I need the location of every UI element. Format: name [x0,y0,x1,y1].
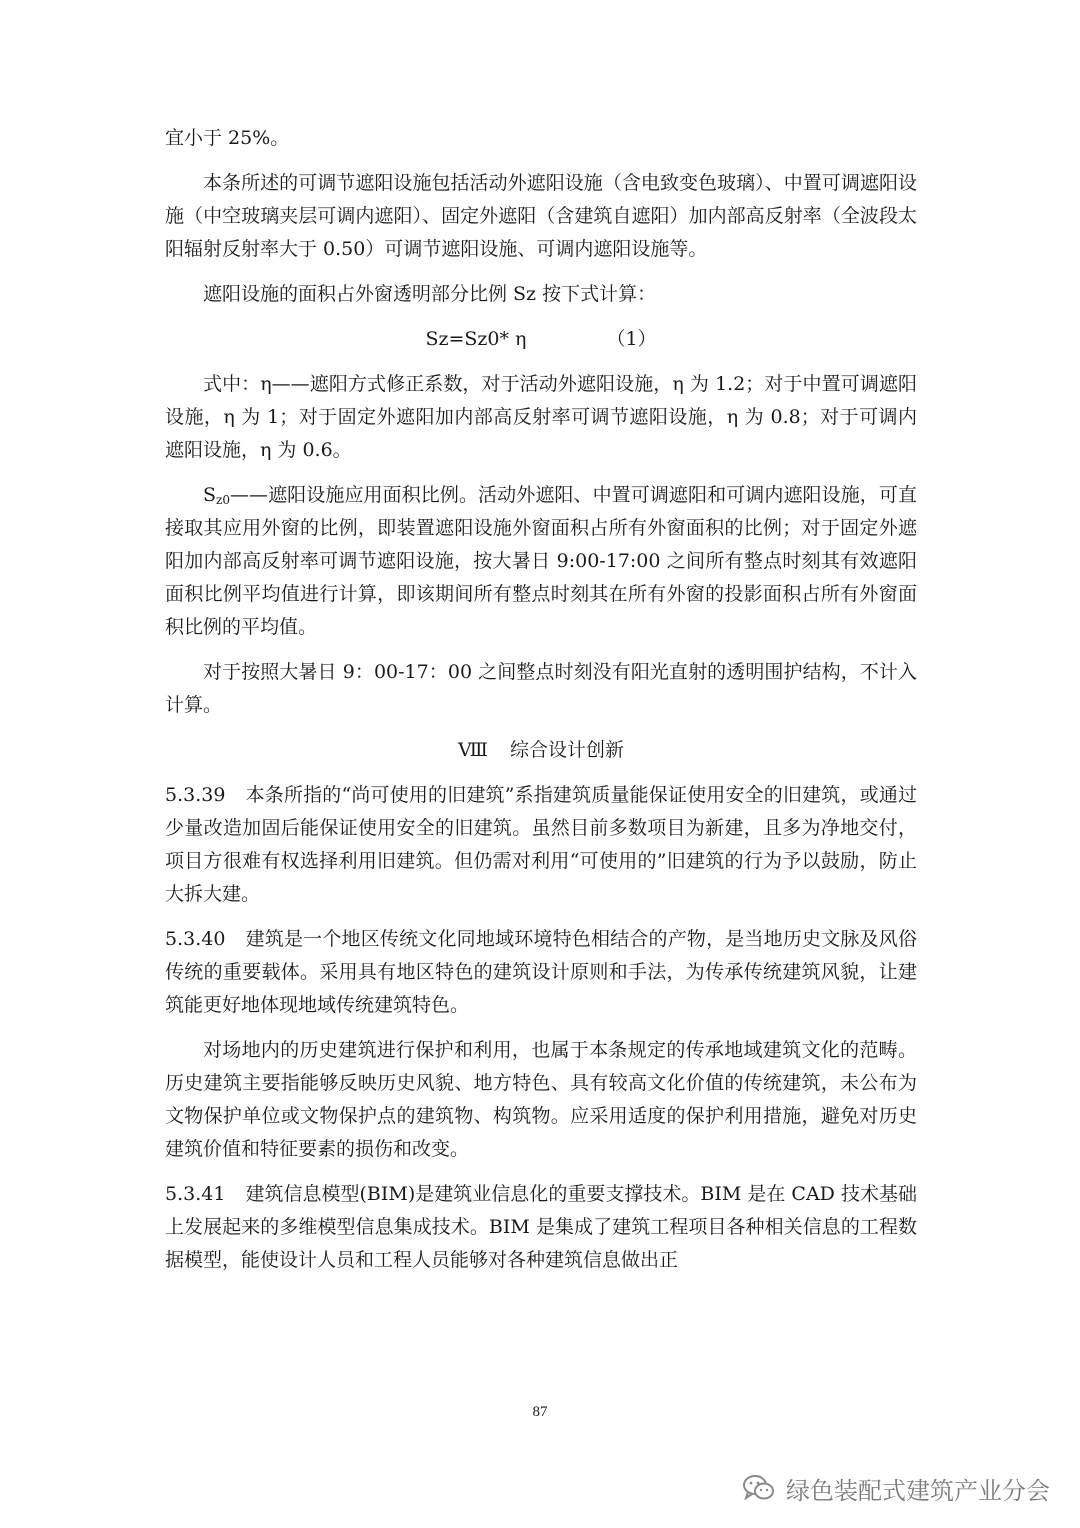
paragraph-shading-facilities: 本条所述的可调节遮阳设施包括活动外遮阳设施（含电致变色玻璃）、中置可调遮阳设施（中空玻璃夹层可调内遮阳）、固定外遮阳（含建筑自遮阳）加内部高反射率（全波段太阳辐射反射率大于 0.50）可调节遮阳设施、可调内遮阳设施等。 [165,172,917,260]
paragraph-1: 宜小于 25%。 [165,127,290,149]
clause-number: 5.3.39 [165,784,226,806]
watermark [742,1468,1050,1508]
clause-text: 建筑信息模型(BIM)是建筑业信息化的重要支撑技术。BIM 是在 CAD 技术基础上发展起来的多维模型信息集成技术。BIM 是集成了建筑工程项目各种相关信息的工程数据模型，能使设计人员和工程人员能够对各种建筑信息做出正 [165,1183,917,1271]
watermark-text: 绿色装配式建筑产业分会 [786,1476,1050,1505]
clause-5-3-41 [165,1178,917,1277]
clause-text: 建筑是一个地区传统文化同地域环境特色相结合的产物，是当地历史文脉及风俗传统的重要载体。采用具有地区特色的建筑设计原则和手法，为传承传统建筑风貌，让建筑能更好地体现地域传统建筑特色。 [165,928,917,1016]
clause-number: 5.3.41 [165,1183,226,1205]
paragraph-exclusion: 对于按照大暑日 9：00-17：00 之间整点时刻没有阳光直射的透明围护结构，不计入计算。 [165,661,917,716]
page-number: 87 [532,1404,548,1420]
paragraph-formula-intro: 遮阳设施的面积占外窗透明部分比例 Sz 按下式计算： [203,283,657,305]
formula-number: （1） [606,328,657,350]
clause-5-3-40 [165,923,917,1022]
section-heading [165,734,917,767]
sz0-text: ——遮阳设施应用面积比例。活动外遮阳、中置可调遮阳和可调内遮阳设施，可直接取其应用外窗的比例，即装置遮阳设施外窗面积占所有外窗面积的比例；对于固定外遮阳加内部高反射率可调节遮阳设施，按大暑日 9:00-17:00 之间所有整点时刻其有效遮阳面积比例平均值进行计算，即该期间所有整点时刻其在所有外窗的投影面积占所有外窗面积比例的平均值。 [165,484,917,638]
paragraph-historic-buildings: 对场地内的历史建筑进行保护和利用，也属于本条规定的传承地域建筑文化的范畴。历史建筑主要指能够反映历史风貌、地方特色、具有较高文化价值的传统建筑，未公布为文物保护单位或文物保护点的建筑物、构筑物。应采用适度的保护利用措施，避免对历史建筑价值和特征要素的损伤和改变。 [165,1039,917,1160]
document-body [165,122,917,1277]
clause-number: 5.3.40 [165,928,226,950]
paragraph-eta-definition: 式中：η——遮阳方式修正系数，对于活动外遮阳设施，η 为 1.2；对于中置可调遮阳设施，η 为 1；对于固定外遮阳加内部高反射率可调节遮阳设施，η 为 0.8；对于可调内遮阳设施，η 为 0.6。 [165,373,917,461]
formula [165,323,917,356]
clause-5-3-39 [165,779,917,911]
wechat-icon [742,1473,776,1503]
paragraph-sz0-definition [165,479,917,644]
heading-title: 综合设计创新 [509,739,624,761]
clause-text: 本条所指的“尚可使用的旧建筑”系指建筑质量能保证使用安全的旧建筑，或通过少量改造加固后能保证使用安全的旧建筑。虽然目前多数项目为新建，且多为净地交付，项目方很难有权选择利用旧建筑。但仍需对利用“可使用的”旧建筑的行为予以鼓励，防止大拆大建。 [165,784,917,905]
formula-expression: Sz=Sz0* η [425,328,527,350]
sz0-symbol: S [203,484,217,506]
sz0-subscript: z0 [216,493,230,507]
heading-roman-numeral: Ⅷ [458,739,488,761]
